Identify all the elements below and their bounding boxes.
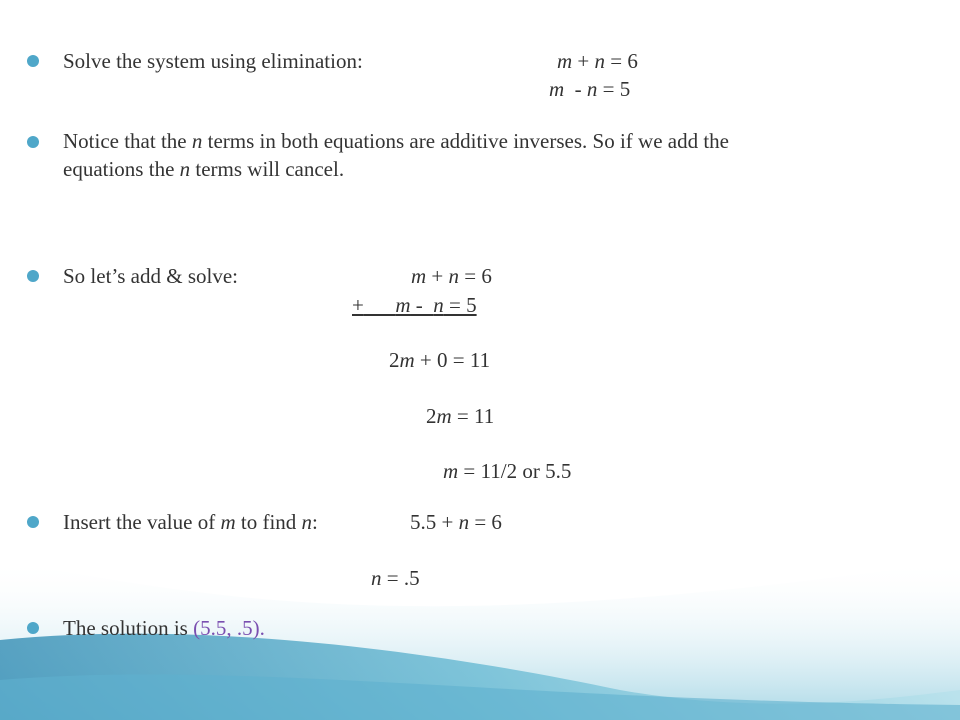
bullet-marker <box>27 55 39 67</box>
bullet-marker <box>27 136 39 148</box>
addition-step-5: m = 11/2 or 5.5 <box>443 459 572 483</box>
addition-step-1: m + n = 6 <box>411 264 492 288</box>
bullet-2-line-2: equations the n terms will cancel. <box>63 157 345 181</box>
solution-value: (5.5, .5) <box>193 616 260 640</box>
bullet-4-text: Insert the value of m to find n: <box>63 510 318 534</box>
bullet-3-text: So let’s add & solve: <box>63 264 238 288</box>
bullet-marker <box>27 516 39 528</box>
addition-step-2: + m - n = 5 <box>352 293 477 317</box>
addition-step-3: 2m + 0 = 11 <box>389 348 491 372</box>
equation-2: m - n = 5 <box>549 77 631 101</box>
substitution-result: n = .5 <box>371 566 420 590</box>
equation-1: m + n = 6 <box>557 49 638 73</box>
substitution-equation: 5.5 + n = 6 <box>410 510 502 534</box>
bullet-marker <box>27 270 39 282</box>
solution-statement: The solution is (5.5, .5). <box>63 616 265 640</box>
bullet-2-line-1: Notice that the n terms in both equations are additive inverses. So if we add the <box>63 129 729 153</box>
bullet-marker <box>27 622 39 634</box>
addition-step-4: 2m = 11 <box>426 404 495 428</box>
bullet-1-text: Solve the system using elimination: <box>63 49 363 73</box>
